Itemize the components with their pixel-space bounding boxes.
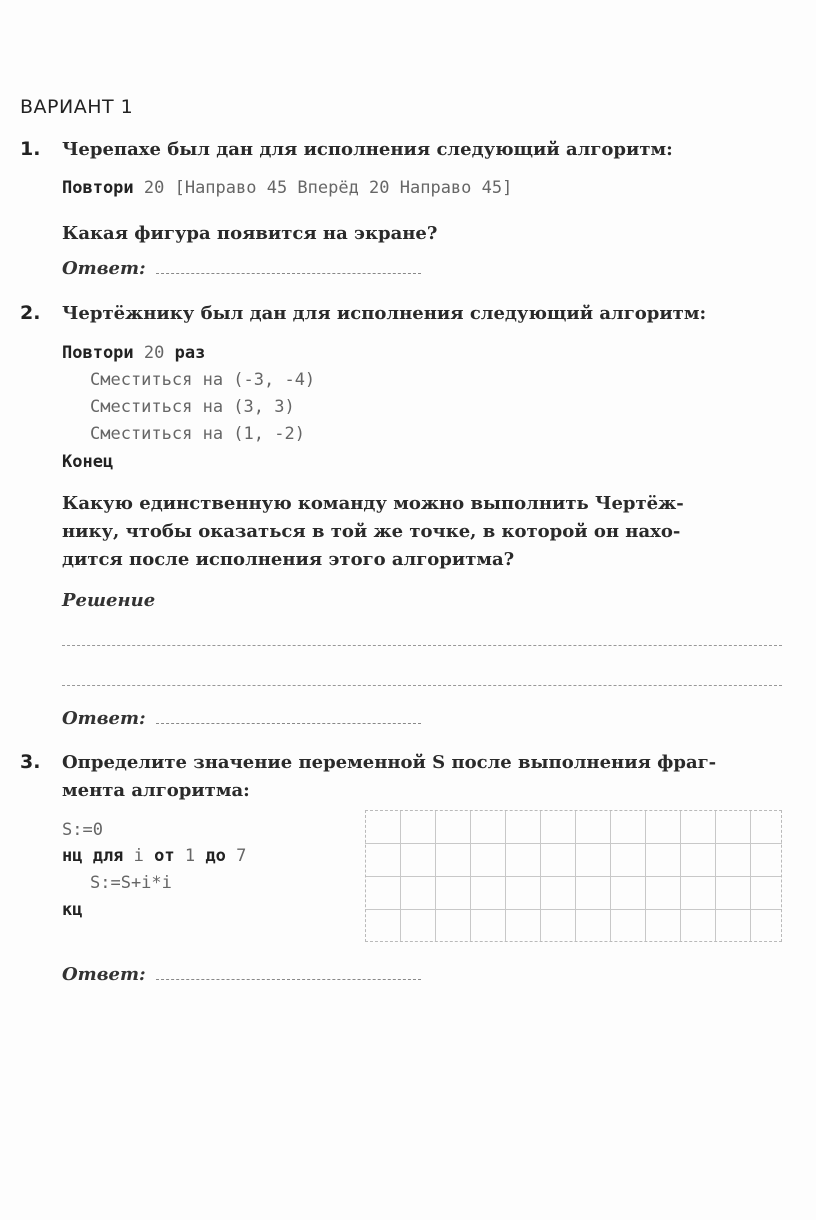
question-3-number: 3. [20, 751, 41, 773]
code-line: S:=0 [62, 820, 103, 840]
code-number: 7 [225, 846, 247, 866]
variant-title: ВАРИАНТ 1 [20, 96, 134, 118]
question-2-code-header [62, 343, 205, 363]
solution-line [62, 645, 782, 646]
code-text: 20 [Направо 45 Вперёд 20 Направо 45] [133, 178, 513, 198]
code-keyword-end: Конец [62, 452, 114, 472]
code-keyword-end-loop: кц [62, 900, 83, 920]
code-keyword-from: от [154, 846, 175, 866]
code-line: S:=S+i*i [90, 873, 172, 893]
code-number: 1 [174, 846, 206, 866]
answer-line [156, 723, 421, 724]
answer-colon: : [139, 964, 146, 985]
question-2-text: Чертёжнику был дан для исполнения следующий алгоритм: [62, 303, 707, 324]
question-1-number: 1. [20, 138, 41, 160]
solution-line [62, 685, 782, 686]
question-1-text: Черепахе был дан для исполнения следующий алгоритм: [62, 139, 673, 160]
answer-row-1 [62, 258, 421, 279]
code-keyword-loop: нц для [62, 846, 124, 866]
question-2-prompt-line: дится после исполнения этого алгоритма? [62, 549, 515, 570]
answer-row-3 [62, 964, 421, 985]
question-2-prompt-line: нику, чтобы оказаться в той же точке, в которой он нахо- [62, 521, 681, 542]
question-1-code [62, 178, 512, 198]
answer-row-2 [62, 708, 421, 729]
question-3-text-line: мента алгоритма: [62, 780, 250, 801]
answer-line [156, 979, 421, 980]
code-line: Сместиться на (1, -2) [90, 424, 305, 444]
answer-label: Ответ [62, 258, 140, 279]
question-2-number: 2. [20, 302, 41, 324]
code-number: 20 [133, 343, 175, 363]
code-keyword-repeat: Повтори [62, 178, 134, 198]
answer-label: Ответ [62, 964, 140, 985]
answer-colon: : [139, 258, 146, 279]
answer-label: Ответ [62, 708, 140, 729]
code-keyword-to: до [205, 846, 226, 866]
question-2-prompt-line: Какую единственную команду можно выполнить Чертёж- [62, 493, 684, 514]
code-line: Сместиться на (3, 3) [90, 397, 295, 417]
question-3-text-line: Определите значение переменной S после выполнения фраг- [62, 752, 717, 773]
scratch-grid [365, 810, 782, 942]
code-loop-header [62, 846, 246, 866]
question-1-prompt: Какая фигура появится на экране? [62, 223, 438, 244]
answer-colon: : [139, 708, 146, 729]
code-keyword-times: раз [174, 343, 206, 363]
solution-label: Решение [62, 590, 156, 611]
code-keyword-repeat: Повтори [62, 343, 134, 363]
answer-line [156, 273, 421, 274]
code-line: Сместиться на (-3, -4) [90, 370, 316, 390]
code-var: i [123, 846, 155, 866]
